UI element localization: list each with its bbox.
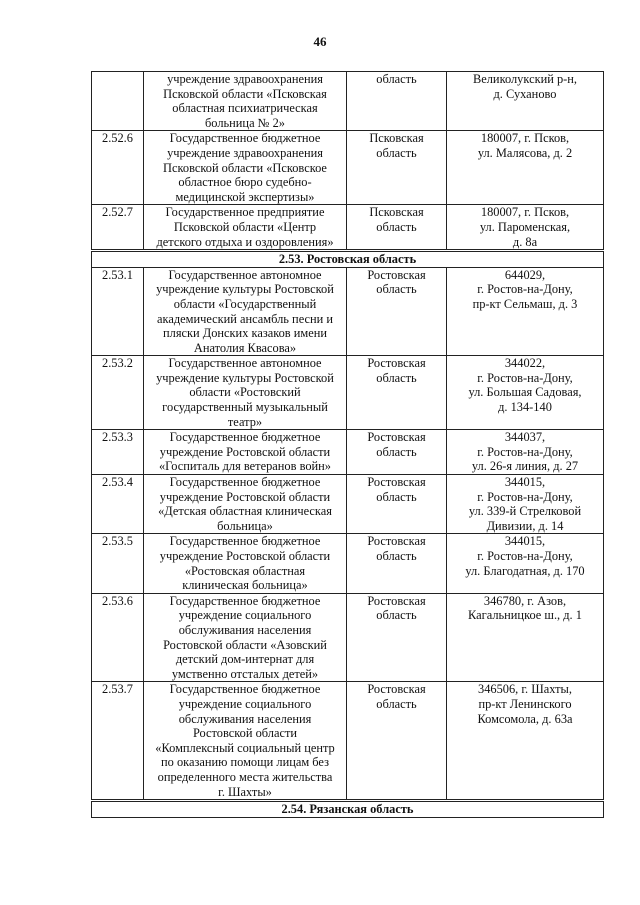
- table-row: [92, 205, 604, 251]
- address: 344015, г. Ростов-на-Дону, ул. Благодатная, д. 170: [447, 534, 604, 593]
- table-row: [92, 267, 604, 356]
- address: 180007, г. Псков, ул. Пароменская, д. 8а: [447, 205, 604, 251]
- institution-name: Государственное предприятие Псковской области «Центр детского отдыха и оздоровления»: [144, 205, 347, 251]
- table-row: [92, 475, 604, 534]
- region-name: Псковская область: [347, 131, 447, 205]
- region-name: Псковская область: [347, 205, 447, 251]
- institution-name: Государственное бюджетное учреждение здравоохранения Псковской области «Псковское областное бюро судебно- медицинской экспертизы»: [144, 131, 347, 205]
- address: 644029, г. Ростов-на-Дону, пр-кт Сельмаш, д. 3: [447, 267, 604, 356]
- region-name: Ростовская область: [347, 430, 447, 475]
- address: 180007, г. Псков, ул. Малясова, д. 2: [447, 131, 604, 205]
- section-header-row: [92, 801, 604, 818]
- institution-name: Государственное бюджетное учреждение социального обслуживания населения Ростовской области «Комплексный социальный центр по оказанию помощи лицам без определенного места жительства г. Шахты»: [144, 682, 347, 801]
- entry-number: [92, 72, 144, 131]
- entry-number: 2.53.2: [92, 356, 144, 430]
- table-row: [92, 682, 604, 801]
- entry-number: 2.52.7: [92, 205, 144, 251]
- institution-name: Государственное бюджетное учреждение Ростовской области «Детская областная клиническая больница»: [144, 475, 347, 534]
- institution-name: учреждение здравоохранения Псковской области «Псковская областная психиатрическая больница № 2»: [144, 72, 347, 131]
- region-name: область: [347, 72, 447, 131]
- table-row: [92, 72, 604, 131]
- institution-name: Государственное бюджетное учреждение Ростовской области «Госпиталь для ветеранов войн»: [144, 430, 347, 475]
- entry-number: 2.53.6: [92, 593, 144, 682]
- address: Великолукский р-н, д. Суханово: [447, 72, 604, 131]
- table-row: [92, 593, 604, 682]
- entry-number: 2.53.4: [92, 475, 144, 534]
- registry-table: [91, 71, 604, 818]
- registry-table-body: [92, 72, 604, 818]
- region-name: Ростовская область: [347, 682, 447, 801]
- address: 346506, г. Шахты, пр-кт Ленинского Комсомола, д. 63а: [447, 682, 604, 801]
- address: 344022, г. Ростов-на-Дону, ул. Большая Садовая, д. 134-140: [447, 356, 604, 430]
- table-row: [92, 356, 604, 430]
- region-name: Ростовская область: [347, 267, 447, 356]
- section-header-row: [92, 251, 604, 268]
- entry-number: 2.53.1: [92, 267, 144, 356]
- region-name: Ростовская область: [347, 356, 447, 430]
- region-name: Ростовская область: [347, 475, 447, 534]
- section-title: 2.53. Ростовская область: [92, 251, 604, 268]
- entry-number: 2.53.7: [92, 682, 144, 801]
- region-name: Ростовская область: [347, 534, 447, 593]
- region-name: Ростовская область: [347, 593, 447, 682]
- entry-number: 2.53.5: [92, 534, 144, 593]
- institution-name: Государственное автономное учреждение культуры Ростовской области «Государственный академический ансамбль песни и пляски Донских казаков имени Анатолия Квасова»: [144, 267, 347, 356]
- table-row: [92, 430, 604, 475]
- entry-number: 2.53.3: [92, 430, 144, 475]
- address: 346780, г. Азов, Кагальницкое ш., д. 1: [447, 593, 604, 682]
- address: 344015, г. Ростов-на-Дону, ул. 339-й Стрелковой Дивизии, д. 14: [447, 475, 604, 534]
- page-number: 46: [313, 34, 327, 49]
- institution-name: Государственное бюджетное учреждение Ростовской области «Ростовская областная клиническая больница»: [144, 534, 347, 593]
- table-row: [92, 534, 604, 593]
- address: 344037, г. Ростов-на-Дону, ул. 26-я линия, д. 27: [447, 430, 604, 475]
- institution-name: Государственное автономное учреждение культуры Ростовской области «Ростовский государственный музыкальный театр»: [144, 356, 347, 430]
- institution-name: Государственное бюджетное учреждение социального обслуживания населения Ростовской области «Азовский детский дом-интернат для умственно отсталых детей»: [144, 593, 347, 682]
- section-title: 2.54. Рязанская область: [92, 801, 604, 818]
- entry-number: 2.52.6: [92, 131, 144, 205]
- table-row: [92, 131, 604, 205]
